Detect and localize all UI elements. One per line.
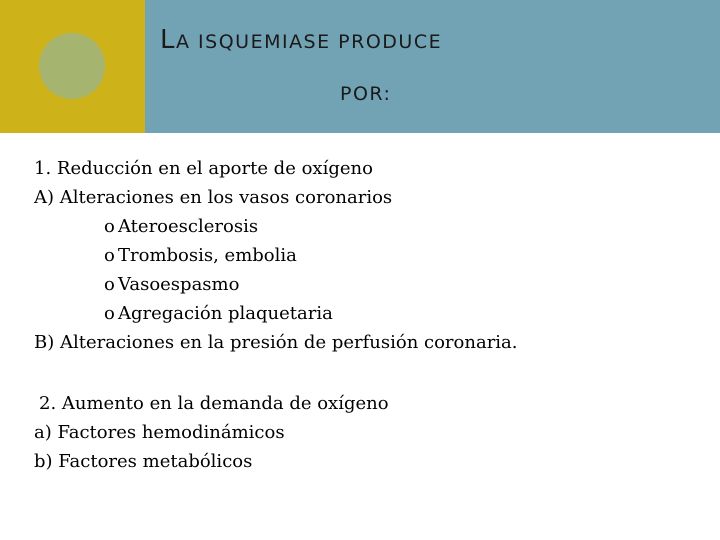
spacer bbox=[34, 357, 704, 389]
slide-title bbox=[160, 14, 700, 122]
bullet-marker: o bbox=[104, 274, 115, 295]
header-accent-block bbox=[0, 0, 145, 133]
bullet-item bbox=[34, 212, 704, 241]
title-first-letter: L bbox=[160, 25, 176, 55]
item-a: A) Alteraciones en los vasos coronarios bbox=[34, 187, 393, 208]
bullet-text: Trombosis, embolia bbox=[118, 245, 297, 266]
item-2a: a) Factores hemodinámicos bbox=[34, 422, 285, 443]
bullet-marker: o bbox=[104, 245, 115, 266]
item-2b: b) Factores metabólicos bbox=[34, 451, 253, 472]
bullet-text: Vasoespasmo bbox=[118, 274, 240, 295]
bullet-marker: o bbox=[104, 303, 115, 324]
bullet-text: Agregación plaquetaria bbox=[118, 303, 333, 324]
title-line-2: POR: bbox=[340, 83, 392, 105]
bullet-text: Ateroesclerosis bbox=[118, 216, 259, 237]
circle-decoration bbox=[39, 33, 105, 99]
bullet-item bbox=[34, 270, 704, 299]
title-rest: A ISQUEMIASE PRODUCE bbox=[176, 31, 443, 53]
item-b: B) Alteraciones en la presión de perfusión coronaria. bbox=[34, 332, 518, 353]
bullet-item bbox=[34, 241, 704, 270]
section-1-heading: 1. Reducción en el aporte de oxígeno bbox=[34, 158, 373, 179]
title-line-1 bbox=[160, 14, 700, 66]
section-2-heading: 2. Aumento en la demanda de oxígeno bbox=[39, 393, 389, 414]
slide-body bbox=[34, 154, 704, 476]
bullet-item bbox=[34, 299, 704, 328]
bullet-marker: o bbox=[104, 216, 115, 237]
